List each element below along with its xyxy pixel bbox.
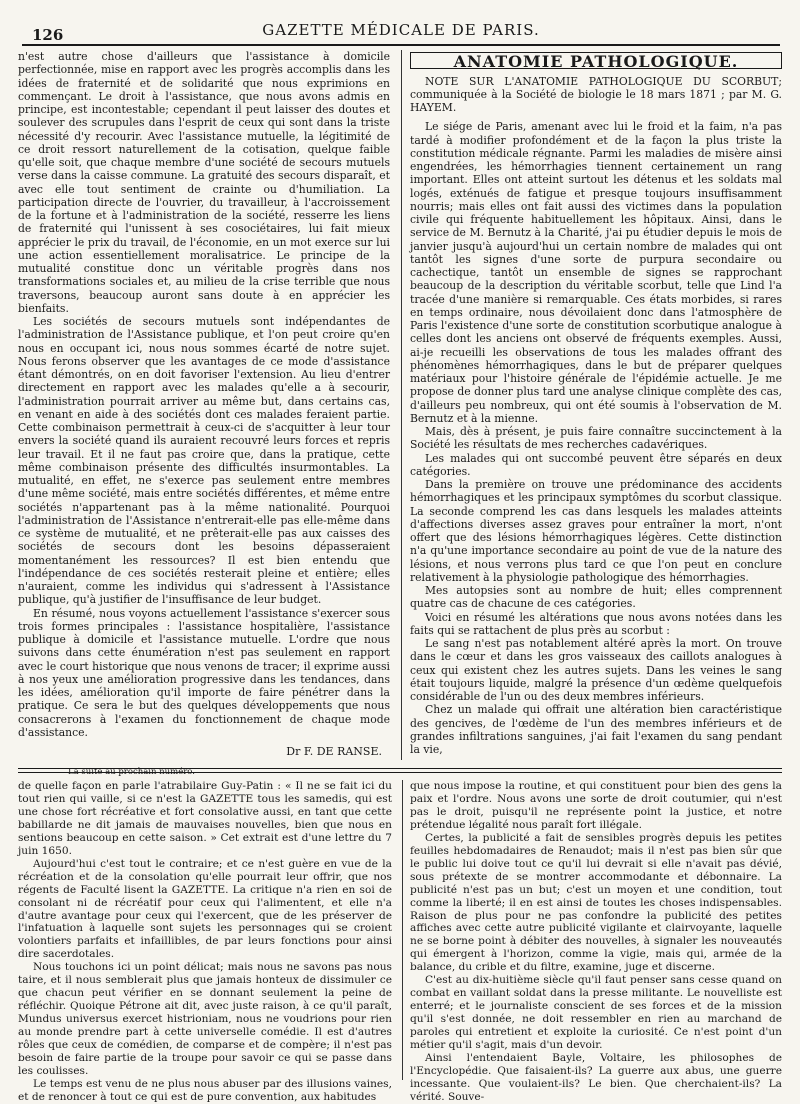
feuilleton-rule-top <box>18 768 782 769</box>
paragraph: En résumé, nous voyons actuellement l'assistance s'exercer sous trois formes principales : l'assistance hospitalière, l'assistance publique à domicile et l'assistance mutuelle. L'ordre que nous suivons dans cette énumération n'est pas seulement en rapport avec le court historique que nous venons de tracer; il exprime aussi à nos yeux une amélioration progressive dans les tendances, dans les idées, amélioration qu'il importe de faire pénétrer dans la pratique. Ce sera le but des quelques développements que nous consacrerons à l'examen du fonctionnement de chaque mode d'assistance. <box>18 606 390 739</box>
lower-section <box>18 780 782 1103</box>
paragraph: n'est autre chose d'ailleurs que l'assistance à domicile perfectionnée, mise en rapport avec les progrès accomplis dans les idées de fraternité et de solidarité que nous exprimions en commençant. Le droit à l'assistance, que nous avons admis en principe, est incontestable; cependant il peut laisser des doutes et soulever des scrupules dans l'esprit de ceux qui sont dans la triste nécessité d'y recourir. Avec l'assistance mutuelle, la légitimité de ce droit ressort naturellement de la cotisation, quelque faible qu'elle soit, que chaque membre d'une société de secours mutuels verse dans la caisse commune. La gratuité des secours disparaît, et avec elle tout sentiment de crainte ou d'humiliation. La participation directe de l'ouvrier, du travailleur, à l'accroissement de la fortune et à l'administration de la société, resserre les liens de fraternité qui l'unissent à ses cosociétaires, lui fait mieux apprécier le prix du travail, de l'économie, en un mot exerce sur lui une action essentiellement moralisatrice. Le principe de la mutualité constitue donc un véritable progrès dans nos transformations sociales et, au milieu de la crise terrible que nous traversons, beaucoup auront sans doute à en apprécier les bienfaits. <box>18 50 390 315</box>
paragraph: Les sociétés de secours mutuels sont indépendantes de l'administration de l'Assistance publique, et l'on peut croire qu'en nous en occupant ici, nous nous sommes écarté de notre sujet. Nous ferons observer que les avantages de ce mode d'assistance étant démontrés, on en doit favoriser l'extension. Au lieu d'entrer directement en rapport avec les malades qu'elle a à secourir, l'administration pourrait arriver au même but, dans certains cas, en venant en aide à des sociétés dont ces malades feraient partie. Cette combinaison permettrait à ceux-ci de s'acquitter à leur tour envers la société quand ils auraient recouvré leurs forces et repris leur travail. Et il ne faut pas croire que, dans la pratique, cette même combinaison présente des difficultés insurmontables. La mutualité, en effet, ne s'exerce pas seulement entre membres d'une même société, mais entre sociétés différentes, et même entre sociétés n'appartenant pas à la même nationalité. Pourquoi l'administration de l'Assistance n'entrerait-elle pas elle-même dans ce système de mutualité, et ne prêterait-elle pas aux caisses des sociétés de secours dont les besoins dépasseraient momentanément les ressources? Il est bien entendu que l'indépendance de ces sociétés resterait pleine et entière; elles n'auraient, comme les individus qui s'adressent à l'Assistance publique, qu'à justifier de l'insuffisance de leur budget. <box>18 315 390 607</box>
page-header <box>22 14 780 46</box>
article-label: NOTE SUR L'ANATOMIE PATHOLOGIQUE DU SCORBUT <box>425 75 779 89</box>
article-attribution: ; communiquée à la Société de biologie le 18 mars 1871 ; par M. G. HAYEM. <box>410 75 782 115</box>
article-heading <box>410 75 782 114</box>
author-signature: Dr F. DE RANSE. <box>286 745 382 758</box>
feuilleton-rule-bottom <box>18 772 782 773</box>
running-title: GAZETTE MÉDICALE DE PARIS. <box>262 21 540 39</box>
paragraph: Nous touchons ici un point délicat; mais nous ne savons pas nous taire, et il nous semblerait plus que jamais honteux de dissimuler ce que chacun peut vérifier en se donnant seulement la peine de réfléchir. Quoique Pétrone ait dit, avec juste raison, à ce qu'il paraît, Mundus universus exercet histrioniam, nous ne voudrions pour rien au monde prendre part à cette universelle comédie. Il est d'autres rôles que ceux de comédien, de comparse et de compère; il n'est pas besoin de faire partie de la troupe pour savoir ce qui se passe dans les coulisses. <box>18 961 392 1077</box>
paragraph: Les malades qui ont succombé peuvent être séparés en deux catégories. <box>410 451 782 478</box>
paragraph: Chez un malade qui offrait une altération bien caractéristique des gencives, de l'œdème de l'un des membres inférieurs et de grandes infiltrations sanguines, j'ai fait l'examen du sang pendant la vie, <box>410 703 782 756</box>
upper-right-column <box>410 50 782 760</box>
paragraph: Le siége de Paris, amenant avec lui le froid et la faim, n'a pas tardé à modifier profondément et de la façon la plus triste la constitution médicale régnante. Parmi les maladies de misère ainsi engendrées, les hémorrhagies tiennent certainement un rang important. Elles ont atteint surtout les détenus et les soldats mal logés, exténués de fatigue et presque toujours insuffisamment nourris; mais elles ont fait aussi des victimes dans la population civile qui fréquente habituellement les hôpitaux. Ainsi, dans le service de M. Bernutz à la Charité, j'ai pu étudier depuis le mois de janvier jusqu'à aujourd'hui un certain nombre de malades qui ont tantôt les signes d'une sorte de purpura secondaire ou cachectique, tantôt un ensemble de signes se rapprochant beaucoup de la description du véritable scorbut, telle que Lind l'a tracée d'une manière si remarquable. Ces états morbides, si rares en temps ordinaire, nous dévoilaient donc dans l'atmosphère de Paris l'existence d'une sorte de constitution scorbutique analogue à celles dont les anciens ont observé de fréquents exemples. Aussi, ai-je recueilli les observations de tous les malades offrant des phénomènes hémorrhagiques, dans le but de préparer quelques matériaux pour l'histoire générale de l'épidémie actuelle. Je me propose de donner plus tard une analyse clinique complète des cas, d'ailleurs peu nombreux, qui ont été soumis à l'observation de M. Bernutz et à la mienne. <box>410 120 782 425</box>
section-heading-box <box>410 52 782 69</box>
paragraph: Voici en résumé les altérations que nous avons notées dans les faits qui se rattachent de plus près au scorbut : <box>410 610 782 637</box>
upper-section <box>18 50 782 778</box>
column-divider <box>401 50 402 760</box>
paragraph: que nous impose la routine, et qui constituent pour bien des gens la paix et l'ordre. Nous avons une sorte de droit coutumier, qui n'est pas le droit, puisqu'il ne représente point la justice, et notre prétendue légalité nous paraît fort illégale. <box>410 780 782 831</box>
paragraph: C'est au dix-huitième siècle qu'il faut penser sans cesse quand on combat en vaillant soldat dans la presse militante. Le nouvelliste est enterré; et le journaliste conscient de ses forces et de la mission qu'il s'est donnée, ne doit ressembler en rien au marchand de paroles qui entretient et exploite la curiosité. Ce n'est point d'un métier qu'il s'agit, mais d'un devoir. <box>410 974 782 1052</box>
upper-left-column <box>18 50 390 778</box>
paragraph: Ainsi l'entendaient Bayle, Voltaire, les philosophes de l'Encyclopédie. Que faisaient-ils? La guerre aux abus, une guerre incessante. Que voulaient-ils? Le bien. Que cherchaient-ils? La vérité. Souve- <box>410 1052 782 1103</box>
paragraph: Dans la première on trouve une prédominance des accidents hémorrhagiques et les principaux symptômes du scorbut classique. La seconde comprend les cas dans lesquels les malades atteints d'affections diverses assez graves pour entraîner la mort, n'ont offert que des lésions hémorrhagiques légères. Cette distinction n'a qu'une importance secondaire au point de vue de la nature des lésions, et nous verrons plus tard ce que l'on peut en conclure relativement à la physiologie pathologique des hémorrhagies. <box>410 478 782 584</box>
section-title: ANATOMIE PATHOLOGIQUE. <box>453 52 739 71</box>
lower-right-column <box>410 780 782 1103</box>
paragraph: Mais, dès à présent, je puis faire connaître succinctement à la Société les résultats de mes recherches cadavériques. <box>410 425 782 452</box>
column-divider <box>402 780 403 1080</box>
paragraph: Aujourd'hui c'est tout le contraire; et ce n'est guère en vue de la récréation et de la consolation qu'elle pourrait leur offrir, que nos régents de Faculté lisent la GAZETTE. La critique n'a rien en soi de consolant ni de récréatif pour ceux qui l'alimentent, et elle n'a d'autre avantage pour ceux qui l'exercent, que de les préserver de l'infatuation à laquelle sont sujets les personnages qui se croient volontiers parfaits et infaillibles, de par leurs fonctions pour ainsi dire sacerdotales. <box>18 857 392 961</box>
paragraph: Le temps est venu de ne plus nous abuser par des illusions vaines, et de renoncer à tout ce qui est de pure convention, aux habitudes <box>18 1077 392 1103</box>
paragraph: Mes autopsies sont au nombre de huit; elles comprennent quatre cas de chacune de ces catégories. <box>410 584 782 611</box>
paragraph: Le sang n'est pas notablement altéré après la mort. On trouve dans le cœur et dans les gros vaisseaux des caillots analogues à ceux qui existent chez les autres sujets. Dans les veines le sang était toujours liquide, malgré la présence d'un œdème quelquefois considérable de l'un ou des deux membres inférieurs. <box>410 637 782 703</box>
lower-left-column <box>18 780 392 1103</box>
continuation-note: La suite au prochain numéro. <box>68 767 195 778</box>
page-number: 126 <box>32 26 64 44</box>
paragraph: Certes, la publicité a fait de sensibles progrès depuis les petites feuilles hebdomadaires de Renaudot; mais il n'est pas bien sûr que le public lui doive tout ce qu'il lui devrait si elle n'avait pas dévié, sous prétexte de se montrer accommodante et débonnaire. La publicité n'est pas un but; c'est un moyen et une condition, tout comme la liberté; il en est ainsi de toutes les choses indispensables. Raison de plus pour ne pas confondre la publicité des petites affiches avec cette autre publicité vigilante et clairvoyante, laquelle ne se borne point à débiter des nouvelles, à signaler les nouveautés qui émergent à l'horizon, comme la vigie, mais qui, armée de la balance, du crible et du filtre, examine, juge et discerne. <box>410 831 782 974</box>
paragraph: de quelle façon en parle l'atrabilaire Guy-Patin : « Il ne se fait ici du tout rien qui vaille, si ce n'est la GAZETTE tous les samedis, qui est une chose fort récréative et fort consolative aussi, en tant que cette babillarde ne dit jamais de mauvaises nouvelles, bien que nous en sentions beaucoup en cette saison. » Cet extrait est d'une lettre du 7 juin 1650. <box>18 780 392 857</box>
